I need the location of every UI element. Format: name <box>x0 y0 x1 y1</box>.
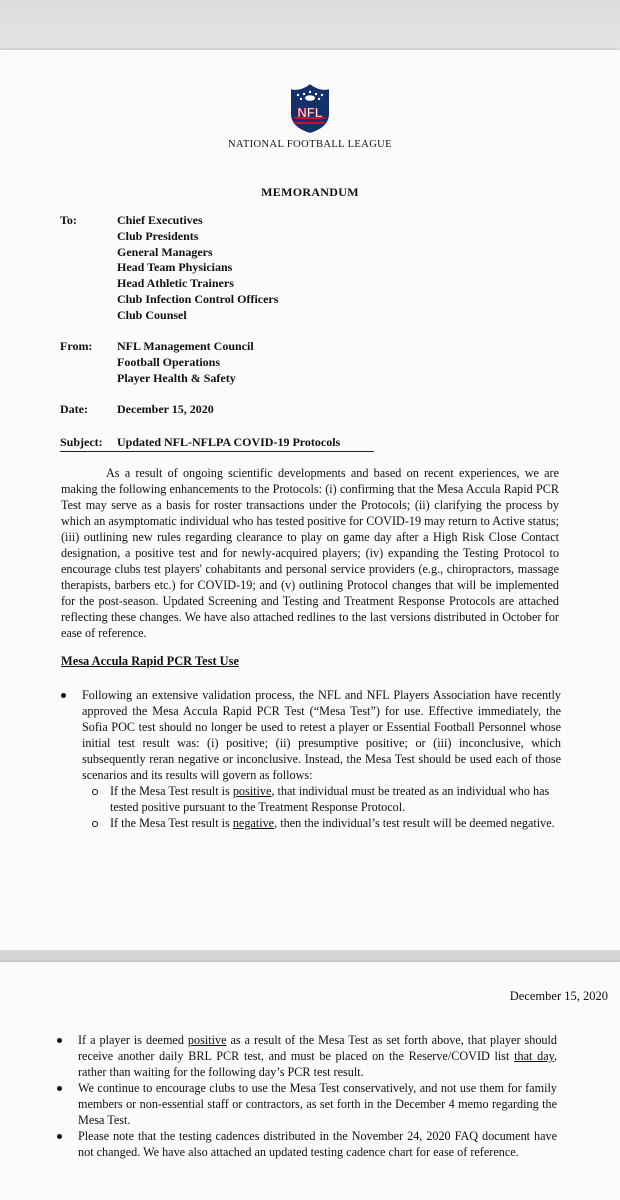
page2-date: December 15, 2020 <box>509 989 608 1003</box>
sub-text-post: , then the individual’s test result will be deemed negative. <box>274 816 555 830</box>
bullet-icon <box>57 1086 62 1091</box>
sub-text-pre: If the Mesa Test result is <box>110 784 233 798</box>
bullet-icon <box>57 1038 62 1043</box>
recipient-line: General Managers <box>117 244 213 259</box>
sender-line: Football Operations <box>117 354 221 369</box>
list-item <box>57 1032 557 1080</box>
organization-name: NATIONAL FOOTBALL LEAGUE <box>228 139 392 150</box>
sub-term: negative <box>232 816 275 830</box>
nfl-logo-text: NFL <box>297 105 323 120</box>
sub-term: positive <box>232 784 272 798</box>
subject-label: Subject: <box>60 435 103 449</box>
bullet-text-post: , rather than waiting for the following day’s PCR test result. <box>78 1049 557 1079</box>
recipient-line: Club Presidents <box>117 228 199 243</box>
bullet-text-pre: If a player is deemed <box>78 1033 188 1047</box>
recipient-line: Chief Executives <box>117 213 203 227</box>
bullet-text-mid: as a result of the Mesa Test as set forth above, that player should receive another daily BRL PCR test, and must be placed on the Reserve/COVID list <box>78 1033 557 1063</box>
list-item <box>57 1128 557 1160</box>
memo-page-1 <box>0 50 620 950</box>
bullet-icon <box>61 693 66 698</box>
to-label: To: <box>60 213 77 227</box>
sub-text-pre: If the Mesa Test result is <box>110 816 233 830</box>
subject-underline <box>60 451 374 452</box>
sub-list-item <box>61 783 561 815</box>
bullet-icon <box>57 1134 62 1139</box>
sub-list-item <box>61 815 561 831</box>
document-type: MEMORANDUM <box>261 185 359 199</box>
recipient-line: Head Team Physicians <box>117 260 233 275</box>
recipient-line: Club Counsel <box>117 307 187 322</box>
from-label: From: <box>60 339 93 353</box>
recipient-line: Club Infection Control Officers <box>117 291 279 306</box>
bullet-text: We continue to encourage clubs to use the Mesa Test conservatively, and not use them for family members or non-essential staff or contractors, as set forth in the December 4 memo regarding the Mesa Test. <box>78 1081 557 1127</box>
mesa-bullets <box>61 687 561 831</box>
hollow-bullet-icon <box>92 821 98 827</box>
date-label: Date: <box>60 402 88 416</box>
bullet-term: positive <box>187 1033 227 1047</box>
from-senders <box>117 339 254 386</box>
to-recipients <box>117 213 278 324</box>
subject-value: Updated NFL-NFLPA COVID-19 Protocols <box>117 435 341 449</box>
intro-paragraph: As a result of ongoing scientific developments and based on recent experiences, we are making the following enhancements to the Protocols: (i) confirming that the Mesa Accula Rapid PCR Test may serve as a basis for roster transactions under the Protocols; (ii) clarifying the process by which an asymptomatic individual who has tested positive for COVID-19 may return to Active status; (iii) outlining new rules regarding clearance to play on game day after a High Risk Close Contact designation, a positive test and for newly-acquired players; (iv) expanding the Testing Protocol to encourage clubs test players' cohabitants and personal service providers (e.g., chiropractors, massage therapists, barbers etc.) for COVID-19; and (v) outlining Protocol changes that will be implemented for the post-season. Updated Screening and Testing and Treatment Response Protocols are attached reflecting these changes. We have also attached redlines to the last versions distributed in October for ease of reference. <box>61 466 559 640</box>
list-item <box>61 687 561 783</box>
page2-bullets <box>57 1032 557 1160</box>
list-item <box>57 1080 557 1128</box>
section-title: Mesa Accula Rapid PCR Test Use <box>61 654 239 668</box>
sender-line: NFL Management Council <box>117 339 254 353</box>
bullet-text: Following an extensive validation process, the NFL and NFL Players Association have recently approved the Mesa Accula Rapid PCR Test (“Mesa Test”) for use. Effective immediately, the Sofia POC test should no longer be used to retest a player or Essential Football Personnel whose initial test result was: (i) positive; (ii) presumptive positive; or (iii) inconclusive, which subsequently reran negative or inconclusive. Instead, the Mesa Test should be used each of those scenarios and its results will govern as follows: <box>82 688 561 782</box>
hollow-bullet-icon <box>92 789 98 795</box>
bullet-term: that day <box>514 1049 554 1063</box>
page-gap <box>0 950 620 962</box>
nfl-shield-logo <box>286 80 334 136</box>
recipient-line: Head Athletic Trainers <box>117 276 234 291</box>
window-top-bar <box>0 0 620 50</box>
memo-page-2 <box>0 962 620 1200</box>
sub-text-post: , that individual must be treated as an individual who has tested positive pursuant to the Treatment Response Protocol. <box>110 784 550 814</box>
bullet-text: Please note that the testing cadences distributed in the November 24, 2020 FAQ document have not changed. We have also attached an updated testing cadence chart for ease of reference. <box>78 1129 557 1159</box>
sender-line: Player Health & Safety <box>117 370 236 385</box>
date-value: December 15, 2020 <box>117 402 214 416</box>
